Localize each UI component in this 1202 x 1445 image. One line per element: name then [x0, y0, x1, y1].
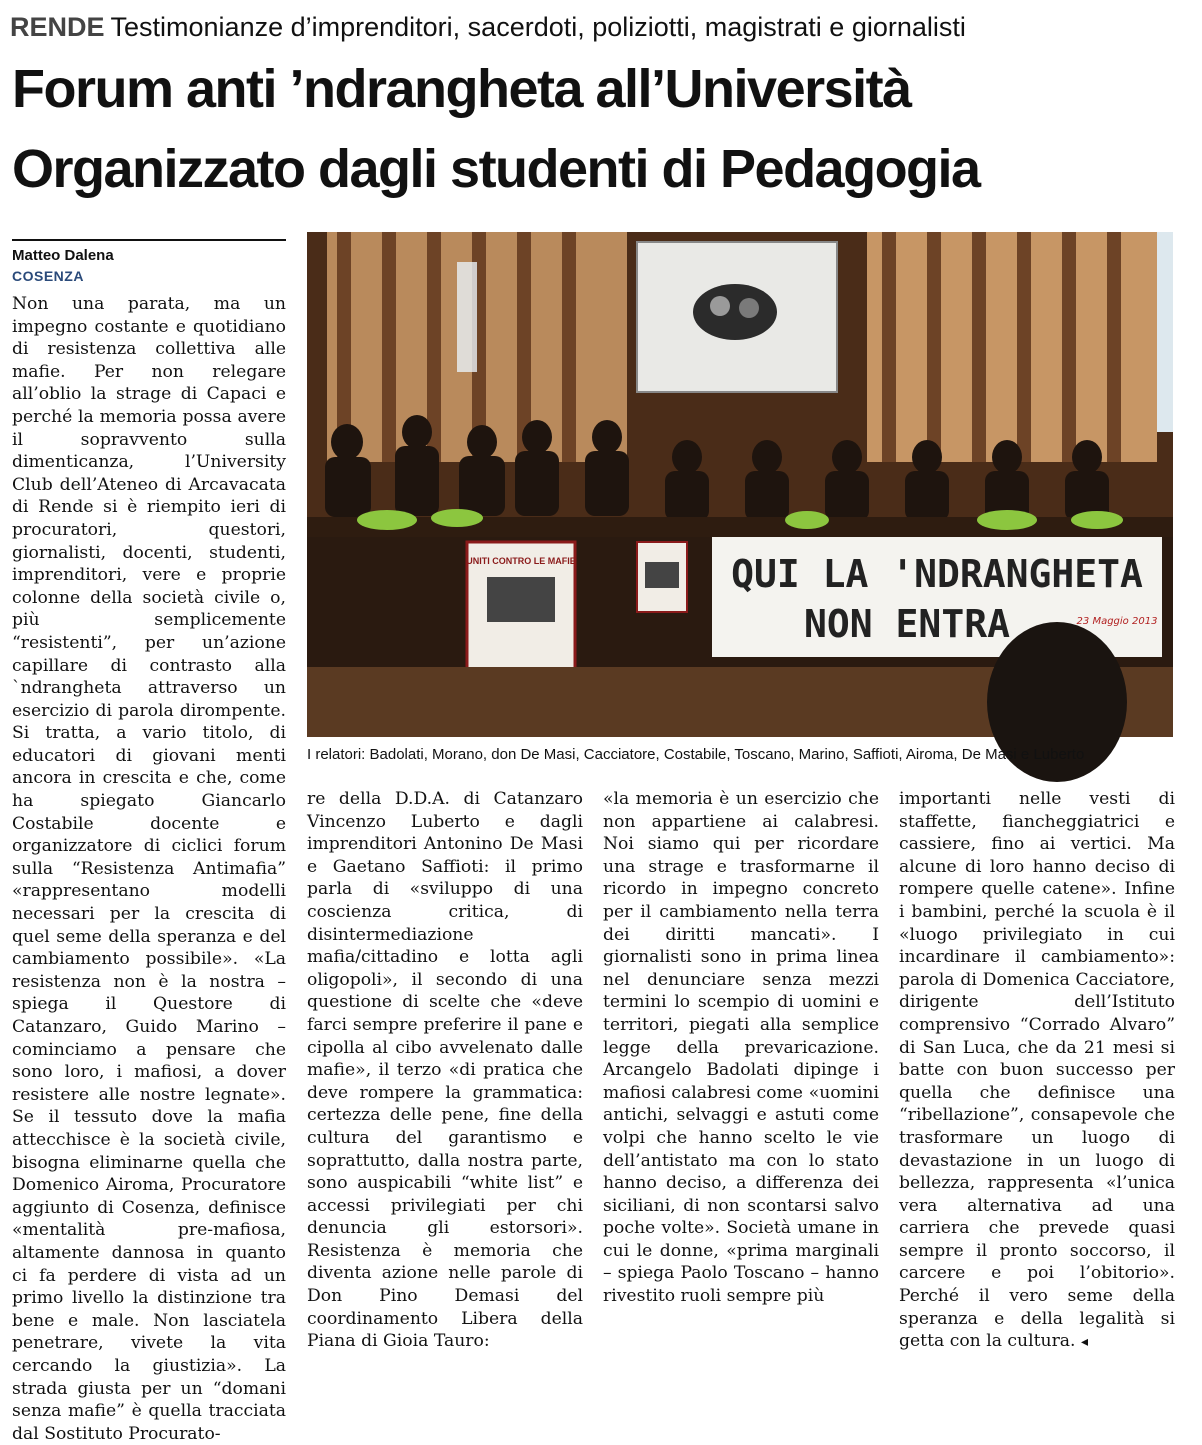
photo-illustration: [307, 232, 1173, 737]
section-tag: RENDE: [10, 12, 105, 42]
article-kicker: [10, 10, 1190, 44]
banner-line-2: NON ENTRA: [804, 602, 1010, 646]
photo-caption: I relatori: Badolati, Morano, don De Masi, Cacciatore, Costabile, Toscano, Marino, Saffioti, Airoma, De Masi e Luberto: [307, 746, 1085, 763]
byline: [12, 239, 286, 286]
end-mark-icon: ◂: [1080, 1334, 1089, 1351]
kicker-text: Testimonianze d’imprenditori, sacerdoti, poliziotti, magistrati e giornalisti: [110, 12, 966, 42]
dateline: COSENZA: [12, 268, 84, 284]
body-column-2: re della D.D.A. di Catanzaro Vincenzo Luberto e dagli imprenditori Antonino De Masi e Gaetano Saffioti: il primo parla di «sviluppo di una coscienza critica, di disintermediazione mafia/cittadino e lotta agli oligopoli», il secondo di una questione di scelte che «deve farci sempre preferire il pane e cipolla al cibo avvelenato dalle mafie», il terzo «di pratica che deve rompere la grammatica: certezza delle pene, fine della cultura del garantismo e soprattutto, dalla nostra parte, sono auspicabili “white list” e accessi privilegiati per chi denuncia gli estorsori». Resistenza è memoria che diventa azione nelle parole di Don Pino Demasi del coordinamento Libera della Piana di Gioia Tauro:: [307, 789, 583, 1352]
article-photo: [307, 232, 1173, 737]
banner-line-1: QUI LA 'NDRANGHETA: [731, 552, 1143, 596]
headline-line-2: Organizzato dagli studenti di Pedagogia: [12, 139, 980, 199]
banner-date: 23 Maggio 2013: [1076, 616, 1158, 627]
headline-line-1: Forum anti ’ndrangheta all’Università: [12, 59, 911, 119]
body-column-4: [899, 788, 1175, 1352]
body-column-4-text: importanti nelle vesti di staffette, fiancheggiatrici e cassiere, fino ai vertici. Ma alcune di loro hanno deciso di rompere quelle catene». Infine i bambini, perché la scuola è il «luogo privilegiato in cui incardinare il cambiamento»: parola di Domenica Cacciatore, dirigente dell’Istituto comprensivo “Corrado Alvaro” di San Luca, che da 21 mesi si batte con buon successo per quella che definisce una “ribellazione”, consapevole che trasformare un luogo di devastazione in un luogo di bellezza, rappresenta «l’unica vera alternativa ad una carriera che prevede quasi sempre il pronto soccorso, il carcere e poi l’obitorio». Perché il vero seme della speranza e della legalità si getta con la cultura.: [899, 789, 1175, 1352]
body-column-1: Non una parata, ma un impegno costante e quotidiano di resistenza collettiva alle mafie. Per non relegare all’oblio la strage di Capaci e perché la memoria possa avere il sopravvento sulla dimenticanza, l’University Club dell’Ateneo di Arcavacata di Rende si è riempito ieri di procuratori, questori, giornalisti, docenti, studenti, imprenditori, vere e proprie colonne della società civile o, più semplicemente “resistenti”, per un’azione capillare di contrasto alla `ndrangheta attraverso un esercizio di parola dirompente. Si tratta, a vario titolo, di educatori di giovani menti ancora in crescita e che, come ha spiegato Giancarlo Costabile docente e organizzatore di ciclici forum sulla “Resistenza Antimafia” «rappresentano modelli necessari per la crescita di quel seme della speranza e del cambiamento possibile». «La resistenza non è la nostra – spiega il Questore di Catanzaro, Guido Marino – cominciamo a pensare che sono loro, i mafiosi, a dover resistere alle nostre legnate». Se il tessuto dove la mafia attecchisce è la società civile, bisogna eliminarne quella che Domenico Airoma, Procuratore aggiunto di Cosenza, definisce «mentalità pre-mafiosa, altamente dannosa in quanto ci fa perdere di vista ad un primo livello la distinzione tra bene e male. Non lasciatela penetrare, vivete la vita cercando la giustizia». La strada giusta per un “domani senza mafie” è quella tracciata dal Sostituto Procurato-: [12, 294, 286, 1444]
poster-title: UNITI CONTRO LE MAFIE: [466, 556, 576, 566]
body-column-3: «la memoria è un esercizio che non appartiene ai calabresi. Noi siamo qui per ricordare una strage e trasformarne il ricordo in impegno concreto per il cambiamento nella terra dei diritti mancati». I giornalisti sono in prima linea nel denunciare senza mezzi termini lo scempio di uomini e territori, piegati alla semplice legge della prevaricazione. Arcangelo Badolati dipinge i mafiosi calabresi come «uomini antichi, selvaggi e astuti come volpi che hanno scelto le vie dell’antistato ma con lo stato hanno deciso, a differenza dei siciliani, di non scontarsi salvo poche volte». Società umane in cui le donne, «prima marginali – spiega Paolo Toscano – hanno rivestito ruoli sempre più: [603, 789, 879, 1307]
author-name: Matteo Dalena: [12, 247, 114, 264]
